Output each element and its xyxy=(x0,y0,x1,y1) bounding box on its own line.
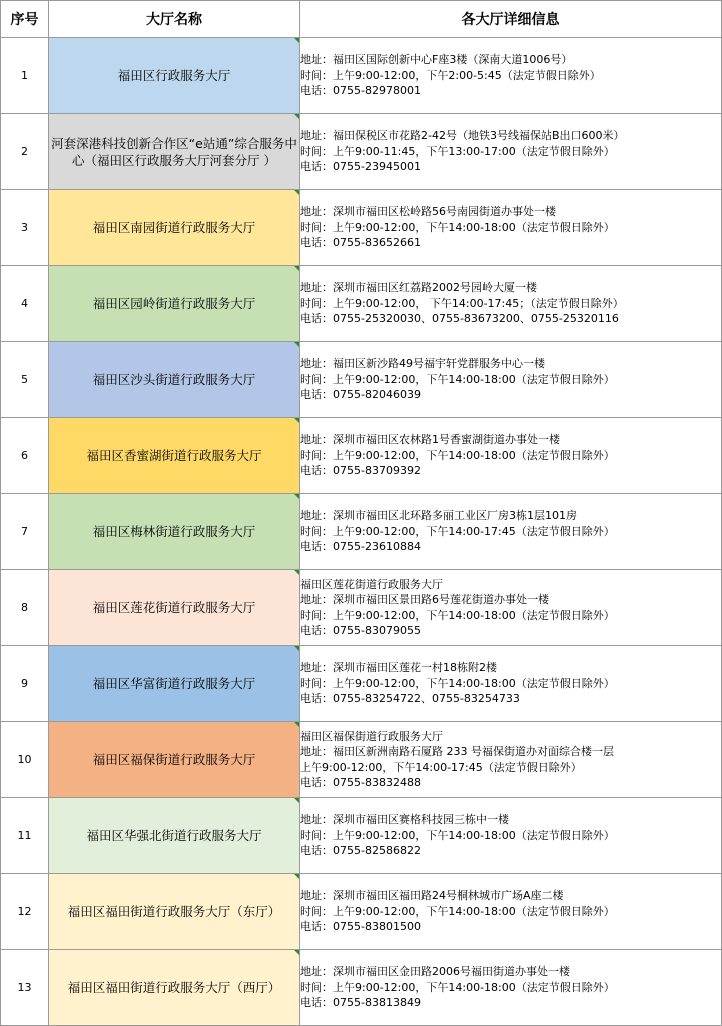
header-name: 大厅名称 xyxy=(49,1,300,38)
detail-line: 电话：0755-83652661 xyxy=(300,236,421,250)
detail-line: 福田区莲花街道行政服务大厅 xyxy=(300,577,443,591)
table-row xyxy=(1,418,722,494)
row-number: 6 xyxy=(1,418,49,494)
row-number: 5 xyxy=(1,342,49,418)
row-number: 9 xyxy=(1,646,49,722)
hall-name: 河套深港科技创新合作区“e站通”综合服务中心（福田区行政服务大厅河套分厅 ） xyxy=(49,114,300,190)
table-row xyxy=(1,190,722,266)
hall-detail xyxy=(300,342,722,418)
detail-line: 上午9:00-12:00，下午14:00-17:45（法定节假日除外） xyxy=(300,760,582,774)
detail-line: 时间：上午9:00-12:00，下午14:00-18:00（法定节假日除外） xyxy=(300,448,615,462)
detail-line: 时间：上午9:00-12:00，下午14:00-18:00（法定节假日除外） xyxy=(300,608,615,622)
row-number: 12 xyxy=(1,874,49,950)
detail-line: 电话：0755-82978001 xyxy=(300,84,421,98)
detail-line: 地址：深圳市福田区金田路2006号福田街道办事处一楼 xyxy=(300,965,570,979)
hall-detail xyxy=(300,798,722,874)
detail-line: 电话：0755-83079055 xyxy=(300,624,421,637)
hall-name: 福田区华强北街道行政服务大厅 xyxy=(49,798,300,874)
hall-name: 福田区梅林街道行政服务大厅 xyxy=(49,494,300,570)
detail-line: 电话：0755-82046039 xyxy=(300,388,421,402)
hall-name: 福田区莲花街道行政服务大厅 xyxy=(49,570,300,646)
row-number: 2 xyxy=(1,114,49,190)
table-row xyxy=(1,570,722,646)
hall-name: 福田区福田街道行政服务大厅（东厅） xyxy=(49,874,300,950)
detail-line: 地址：深圳市福田区农林路1号香蜜湖街道办事处一楼 xyxy=(300,433,560,447)
hall-detail xyxy=(300,494,722,570)
hall-detail xyxy=(300,722,722,798)
detail-line: 地址：深圳市福田区福田路24号桐林城市广场A座二楼 xyxy=(300,889,564,903)
row-number: 10 xyxy=(1,722,49,798)
table-row xyxy=(1,722,722,798)
header-row xyxy=(1,1,722,38)
table-row xyxy=(1,874,722,950)
detail-line: 地址：深圳市福田区景田路6号莲花街道办事处一楼 xyxy=(300,593,549,606)
hall-name: 福田区沙头街道行政服务大厅 xyxy=(49,342,300,418)
detail-line: 电话：0755-23945001 xyxy=(300,160,421,174)
table-row xyxy=(1,646,722,722)
detail-line: 时间：上午9:00-12:00，下午14:00-18:00（法定节假日除外） xyxy=(300,220,615,234)
hall-name: 福田区行政服务大厅 xyxy=(49,38,300,114)
table-row xyxy=(1,798,722,874)
table-row xyxy=(1,342,722,418)
hall-detail xyxy=(300,570,722,646)
row-number: 8 xyxy=(1,570,49,646)
hall-detail xyxy=(300,190,722,266)
detail-line: 地址：深圳市福田区松岭路56号南园街道办事处一楼 xyxy=(300,205,556,219)
detail-line: 地址：深圳市福田区北环路多丽工业区厂房3栋1层101房 xyxy=(300,509,577,523)
detail-line: 地址：福田保税区市花路2-42号（地铁3号线福保站B出口600米） xyxy=(300,129,625,143)
hall-detail xyxy=(300,646,722,722)
detail-line: 电话：0755-83832488 xyxy=(300,776,421,789)
table-row xyxy=(1,114,722,190)
detail-line: 地址：深圳市福田区莲花一村18栋附2楼 xyxy=(300,661,497,675)
table-row xyxy=(1,950,722,1026)
detail-line: 地址：福田区国际创新中心F座3楼（深南大道1006号） xyxy=(300,53,573,67)
hall-name: 福田区福保街道行政服务大厅 xyxy=(49,722,300,798)
detail-line: 电话：0755-83709392 xyxy=(300,464,421,478)
row-number: 1 xyxy=(1,38,49,114)
detail-line: 福田区福保街道行政服务大厅 xyxy=(300,729,443,743)
hall-detail xyxy=(300,114,722,190)
table-row xyxy=(1,266,722,342)
detail-line: 时间：上午9:00-12:00，下午14:00-17:45（法定节假日除外） xyxy=(300,524,615,538)
hall-detail xyxy=(300,266,722,342)
hall-name: 福田区南园街道行政服务大厅 xyxy=(49,190,300,266)
detail-line: 地址：福田区新沙路49号福宇轩党群服务中心一楼 xyxy=(300,357,545,371)
detail-line: 电话：0755-83813849 xyxy=(300,996,421,1010)
hall-detail xyxy=(300,950,722,1026)
hall-name: 福田区华富街道行政服务大厅 xyxy=(49,646,300,722)
detail-line: 时间：上午9:00-12:00，下午14:00-18:00（法定节假日除外） xyxy=(300,372,615,386)
row-number: 13 xyxy=(1,950,49,1026)
detail-line: 电话：0755-25320030、0755-83673200、0755-25320116 xyxy=(300,312,619,326)
detail-line: 时间：上午9:00-12:00，下午14:00-18:00（法定节假日除外） xyxy=(300,676,615,690)
detail-line: 时间：上午9:00-12:00，下午14:00-18:00（法定节假日除外） xyxy=(300,828,615,842)
hall-detail xyxy=(300,874,722,950)
table-body xyxy=(1,38,722,1026)
table-row xyxy=(1,38,722,114)
detail-line: 时间：上午9:00-12:00，下午14:00-18:00（法定节假日除外） xyxy=(300,980,615,994)
detail-line: 电话：0755-83801500 xyxy=(300,920,421,934)
detail-line: 地址：福田区新洲南路石厦路 233 号福保街道办对面综合楼一层 xyxy=(300,745,614,758)
row-number: 11 xyxy=(1,798,49,874)
hall-detail xyxy=(300,38,722,114)
detail-line: 电话：0755-23610884 xyxy=(300,540,421,554)
detail-line: 时间：上午9:00-12:00，下午2:00-5:45（法定节假日除外） xyxy=(300,68,601,82)
detail-line: 地址：深圳市福田区赛格科技园三栋中一楼 xyxy=(300,813,509,827)
detail-line: 时间：上午9:00-11:45，下午13:00-17:00（法定节假日除外） xyxy=(300,144,615,158)
hall-name: 福田区园岭街道行政服务大厅 xyxy=(49,266,300,342)
detail-line: 地址：深圳市福田区红荔路2002号园岭大厦一楼 xyxy=(300,281,537,295)
hall-name: 福田区福田街道行政服务大厅（西厅） xyxy=(49,950,300,1026)
row-number: 7 xyxy=(1,494,49,570)
detail-line: 电话：0755-82586822 xyxy=(300,844,421,858)
detail-line: 电话：0755-83254722、0755-83254733 xyxy=(300,692,520,706)
row-number: 4 xyxy=(1,266,49,342)
detail-line: 时间：上午9:00-12:00，下午14:00-18:00（法定节假日除外） xyxy=(300,904,615,918)
header-detail: 各大厅详细信息 xyxy=(300,1,722,38)
hall-detail xyxy=(300,418,722,494)
table-row xyxy=(1,494,722,570)
row-number: 3 xyxy=(1,190,49,266)
hall-name: 福田区香蜜湖街道行政服务大厅 xyxy=(49,418,300,494)
header-no: 序号 xyxy=(1,1,49,38)
detail-line: 时间：上午9:00-12:00， 下午14:00-17:45；（法定节假日除外） xyxy=(300,296,624,310)
